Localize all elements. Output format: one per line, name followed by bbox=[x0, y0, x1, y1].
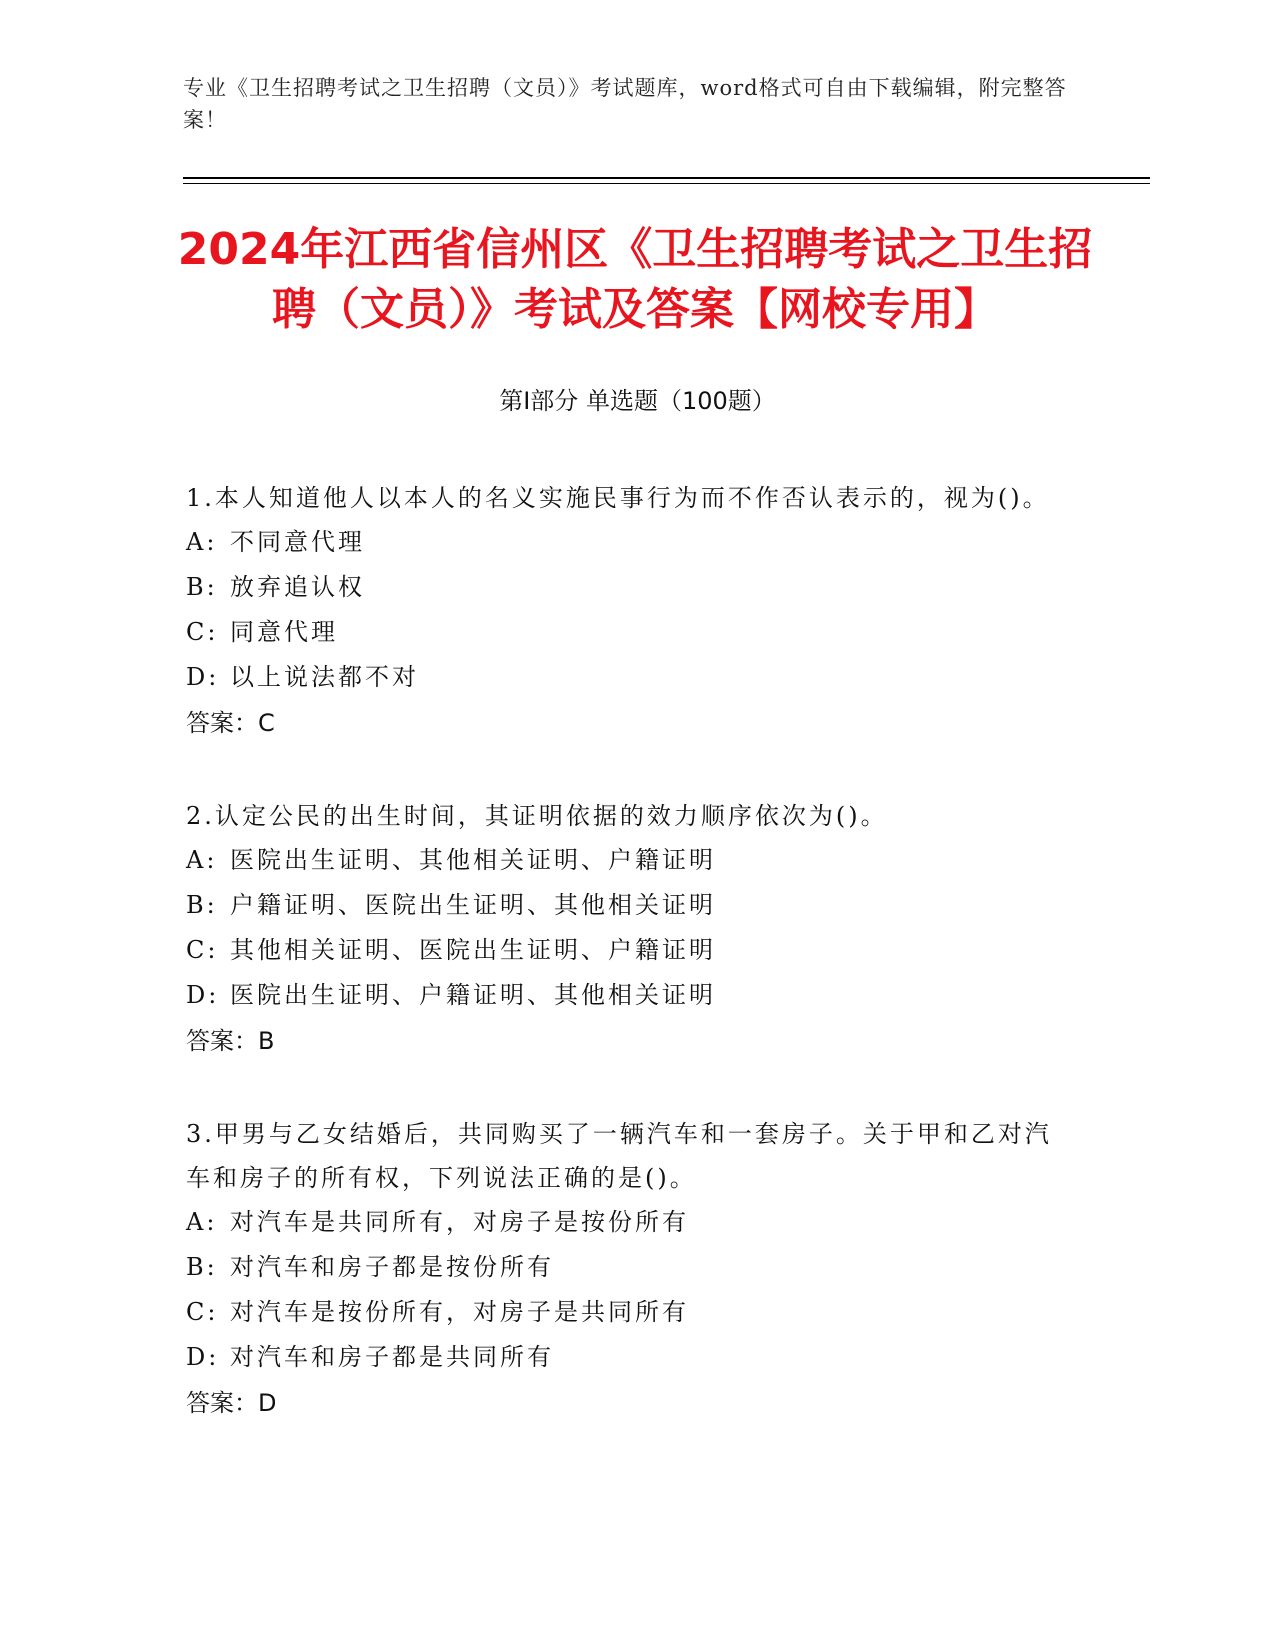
option-letter: D: bbox=[186, 663, 220, 691]
question-stem: 2.认定公民的出生时间，其证明依据的效力顺序依次为()。 bbox=[186, 802, 888, 830]
header-divider-thin bbox=[183, 183, 1150, 184]
question-list bbox=[186, 476, 1066, 1426]
option-text: 对汽车和房子都是按份所有 bbox=[230, 1253, 554, 1281]
question-stem: 1.本人知道他人以本人的名义实施民事行为而不作否认表示的，视为()。 bbox=[186, 484, 1050, 512]
option-letter: D: bbox=[186, 981, 220, 1009]
option-text: 对汽车是按份所有，对房子是共同所有 bbox=[230, 1298, 689, 1326]
option-c bbox=[186, 1290, 1066, 1335]
header-divider-thick bbox=[183, 177, 1150, 179]
answer-line: 答案：B bbox=[186, 1027, 275, 1055]
question-1 bbox=[186, 476, 1066, 746]
option-letter: C: bbox=[186, 1298, 219, 1326]
option-b bbox=[186, 1245, 1066, 1290]
option-letter: B: bbox=[186, 891, 218, 919]
option-letter: B: bbox=[186, 573, 218, 601]
option-a bbox=[186, 1200, 1066, 1245]
answer-line: 答案：C bbox=[186, 709, 275, 737]
option-letter: A: bbox=[186, 1208, 218, 1236]
question-2 bbox=[186, 794, 1066, 1064]
option-text: 放弃追认权 bbox=[230, 573, 365, 601]
header-note: 专业《卫生招聘考试之卫生招聘（文员）》考试题库，word格式可自由下载编辑，附完整答案！ bbox=[183, 76, 1067, 132]
option-d bbox=[186, 973, 1066, 1018]
option-letter: C: bbox=[186, 618, 219, 646]
option-c bbox=[186, 928, 1066, 973]
question-3 bbox=[186, 1112, 1066, 1426]
option-letter: D: bbox=[186, 1343, 220, 1371]
option-text: 对汽车和房子都是共同所有 bbox=[230, 1343, 554, 1371]
option-text: 医院出生证明、户籍证明、其他相关证明 bbox=[230, 981, 716, 1009]
question-stem: 3.甲男与乙女结婚后，共同购买了一辆汽车和一套房子。关于甲和乙对汽车和房子的所有权，下列说法正确的是()。 bbox=[186, 1120, 1052, 1192]
option-d bbox=[186, 1335, 1066, 1380]
option-d bbox=[186, 655, 1066, 700]
option-text: 同意代理 bbox=[230, 618, 338, 646]
option-letter: A: bbox=[186, 846, 218, 874]
option-b bbox=[186, 565, 1066, 610]
answer-line: 答案：D bbox=[186, 1389, 277, 1417]
option-text: 以上说法都不对 bbox=[230, 663, 419, 691]
option-c bbox=[186, 610, 1066, 655]
option-text: 医院出生证明、其他相关证明、户籍证明 bbox=[230, 846, 716, 874]
option-a bbox=[186, 838, 1066, 883]
option-text: 其他相关证明、医院出生证明、户籍证明 bbox=[230, 936, 716, 964]
section-title: 第Ⅰ部分 单选题（100题） bbox=[499, 387, 776, 415]
option-letter: B: bbox=[186, 1253, 218, 1281]
option-letter: A: bbox=[186, 528, 218, 556]
option-a bbox=[186, 520, 1066, 565]
option-text: 对汽车是共同所有，对房子是按份所有 bbox=[230, 1208, 689, 1236]
option-text: 户籍证明、医院出生证明、其他相关证明 bbox=[230, 891, 716, 919]
option-letter: C: bbox=[186, 936, 219, 964]
document-title: 2024年江西省信州区《卫生招聘考试之卫生招聘（文员）》考试及答案【网校专用】 bbox=[177, 224, 1093, 335]
option-text: 不同意代理 bbox=[230, 528, 365, 556]
option-b bbox=[186, 883, 1066, 928]
